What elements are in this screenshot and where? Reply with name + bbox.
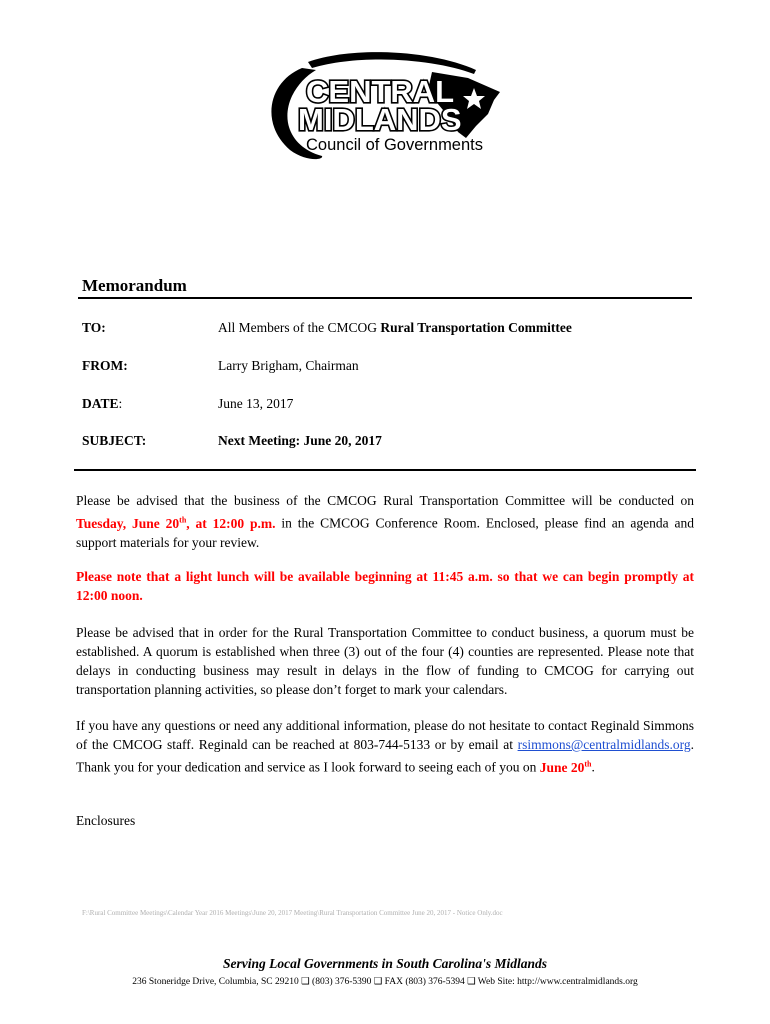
footer-tagline: Serving Local Governments in South Carolina's Midlands (222, 956, 548, 971)
from-label: FROM: (82, 358, 128, 373)
meeting-time: , at 12:00 p.m. (186, 515, 276, 531)
to-committee: Rural Transportation Committee (380, 320, 572, 335)
to-value (218, 320, 572, 336)
header-rule (78, 297, 692, 299)
to-label: TO: (82, 320, 106, 335)
footer-address: 236 Stoneridge Drive, Columbia, SC 29210 ❑ (803) 376-5390 ❑ FAX (803) 376-5394 ❑ Web Site: http://www.centralmidlands.org (132, 977, 638, 987)
paragraph-lunch-note: Please note that a light lunch will be available beginning at 11:45 a.m. so that we can begin promptly at 12:00 noon. (76, 569, 694, 603)
header-rule-bottom (74, 469, 696, 471)
date-label-text: DATE (82, 396, 119, 411)
file-path: F:\Rural Committee Meetings\Calendar Year 2016 Meetings\June 20, 2017 Meeting\Rural Transportation Committee June 20, 2017 - Notice Only.doc (82, 909, 503, 917)
from-value: Larry Brigham, Chairman (218, 358, 359, 373)
logo-line2: MIDLANDS (298, 102, 462, 137)
date-colon: : (118, 396, 123, 411)
meeting-date-sup: th (179, 515, 187, 524)
logo-line3: Council of Governments (306, 136, 483, 154)
date-label (82, 396, 122, 412)
p1-text-b: in the CMCOG Conference Room. Enclosed, please find an agenda and support materials for your review. (76, 515, 694, 550)
paragraph-contact (76, 716, 694, 777)
meeting-date: Tuesday, June 20 (76, 515, 180, 531)
email-link[interactable]: rsimmons@centralmidlands.org (517, 737, 691, 752)
closing-date-text: June 20 (539, 759, 585, 775)
p4-text-b: . Thank you for your dedication and service as I look forward to seeing each of you on (76, 737, 694, 775)
paragraph-quorum: Please be advised that in order for the Rural Transportation Committee to conduct business, a quorum must be established. A quorum is established when three (3) out of the four (4) counties are represented. Please note that delays in conducting business may result in delays in the flow of funding to CMCOG for carrying out transportation planning activities, so please don’t forget to mark your calendars. (76, 625, 694, 697)
cmcog-logo (262, 52, 508, 164)
date-value: June 13, 2017 (218, 396, 294, 411)
p4-text-c: . (591, 759, 595, 775)
subject-value: Next Meeting: June 20, 2017 (218, 433, 382, 448)
subject-label: SUBJECT: (82, 433, 147, 448)
closing-date-sup: th (584, 759, 592, 768)
closing-date (540, 760, 592, 775)
enclosures: Enclosures (76, 813, 136, 828)
logo-line1: CENTRAL (306, 74, 455, 109)
meeting-datetime (76, 516, 276, 531)
p4-text-a: If you have any questions or need any additional information, please do not hesitate to contact Reginald Simmons of the CMCOG staff. Reginald can be reached at 803-744-5133 or by email at (76, 718, 694, 752)
paragraph-meeting (76, 491, 694, 552)
to-prefix: All Members of the CMCOG (218, 320, 381, 335)
p1-text-a: Please be advised that the business of the CMCOG Rural Transportation Committee will be conducted on (76, 493, 694, 508)
memo-title: Memorandum (82, 276, 187, 295)
